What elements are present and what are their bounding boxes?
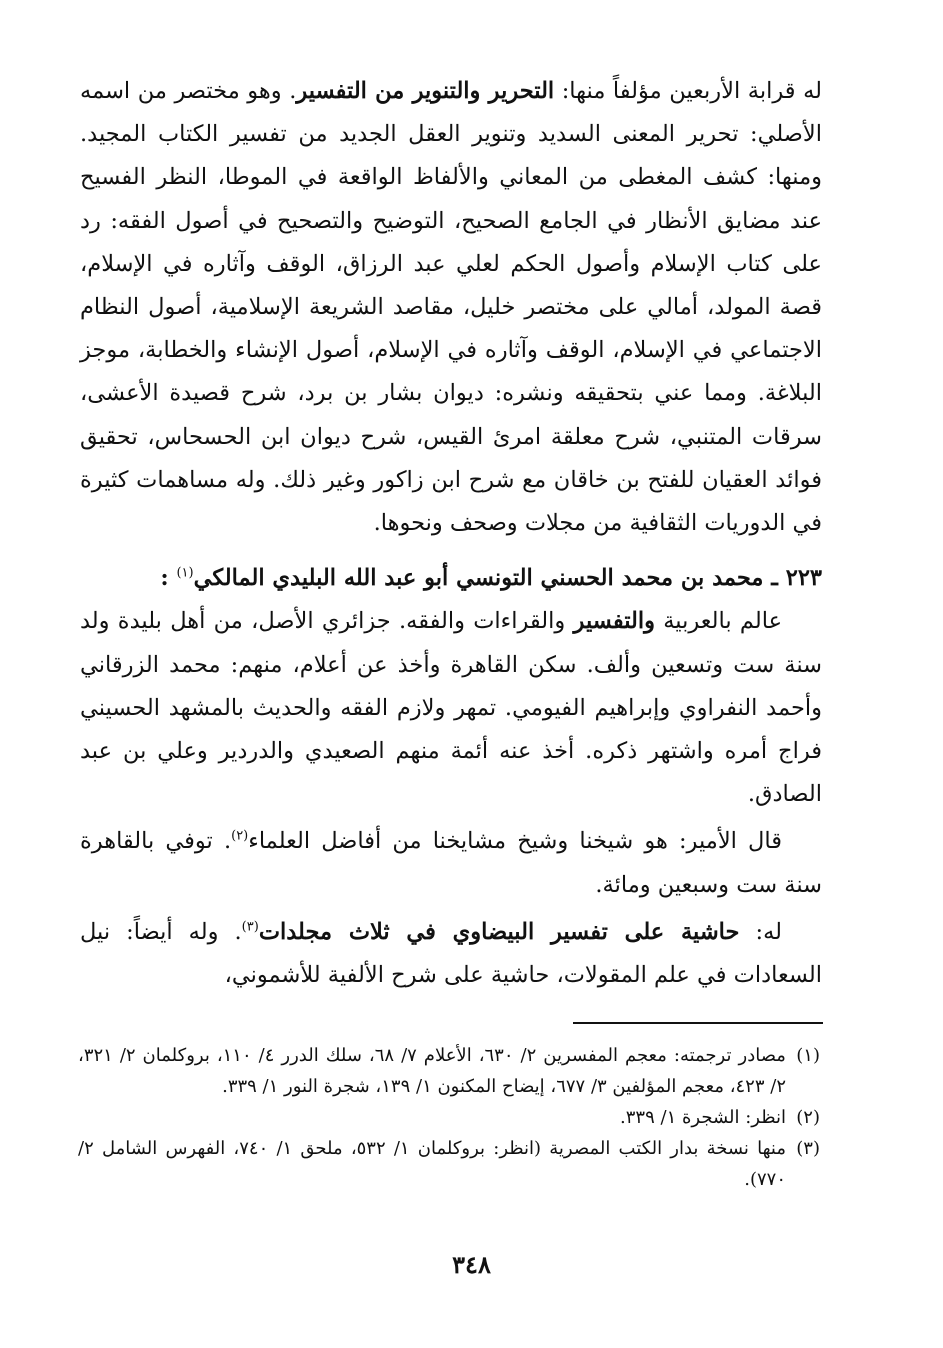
footnote-text: انظر: الشجرة ١/ ٣٣٩. — [620, 1107, 786, 1128]
footnote-ref-1: (١) — [176, 565, 194, 581]
paragraph-amir-quote — [80, 820, 822, 906]
footnote-number: (٣) — [796, 1138, 820, 1159]
spacer — [80, 545, 822, 553]
footnote-3 — [78, 1133, 820, 1195]
entry-heading-tail: : — [160, 565, 177, 592]
footnote-ref-2: (٢) — [231, 828, 249, 844]
footnote-text: مصادر ترجمته: معجم المفسرين ٢/ ٦٣٠، الأعلام ٧/ ٦٨، سلك الدرر ٤/ ١١٠، بروكلمان ٢/ ٣٢١، ٢/ ٤٢٣، معجم المؤلفين ٣/ ٦٧٧، إيضاح المكنون ١/ ١٣٩، شجرة النور ١/ ٣٣٩. — [78, 1045, 786, 1097]
paragraph-biography — [80, 600, 822, 816]
footnote-number: (١) — [796, 1045, 820, 1066]
para1-rest: . وهو مختصر من اسمه الأصلي: تحرير المعنى السديد وتنوير العقل الجديد من تفسير الكتاب المجيد. ومنها: كشف المغطى من المعاني والألفاظ الواقعة في الموطا، النظر الفسيح عند مضايق الأنظار في الجامع الصحيح، التوضيح والتصحيح في أصول الفقه: رد على كتاب الإسلام وأصول الحكم لعلي عبد الرزاق، الوقف وآثاره في الإسلام، قصة المولد، أمالي على مختصر خليل، مقاصد الشريعة الإسلامية، أصول النظام الاجتماعي في الإسلام، الوقف وآثاره في الإسلام، أصول الإنشاء والخطابة، موجز البلاغة. ومما عني بتحقيقه ونشره: ديوان بشار بن برد، شرح قصيدة الأعشى، سرقات المتنبي، شرح معلقة امرئ القيس، شرح ديوان ابن الحسحاس، تحقيق فوائد العقيان للفتح بن خاقان مع شرح ابن زاكور وغير ذلك. وله مساهمات كثيرة في الدوريات الثقافية من مجلات وصحف ونحوها. — [80, 78, 822, 537]
book-title-hashiya: حاشية على تفسير البيضاوي في ثلاث مجلدات — [258, 918, 740, 945]
para2-rest: والقراءات والفقه. جزائري الأصل، من أهل بليدة ولد سنة ست وتسعين وألف. سكن القاهرة وأخذ عن أعلام، منهم: محمد الزرقاني وأحمد النفراوي وإبراهيم الفيومي. تمهر ولازم الفقه والحديث بالمشهد الحسيني فراج أمره واشتهر ذكره. أخذ عنه أئمة منهم الصعيدي والدردير وعلي بن عبد الصادق. — [80, 608, 822, 808]
para2-lead: عالم بالعربية — [654, 608, 782, 635]
footnotes — [78, 1040, 820, 1195]
para4-lead: له: — [739, 918, 782, 945]
footnote-number: (٢) — [796, 1107, 820, 1128]
para2-bold-tafsir: والتفسير — [573, 608, 655, 635]
para3-rest: . توفي بالقاهرة سنة ست وسبعين ومائة. — [80, 828, 822, 898]
footnote-1 — [78, 1040, 820, 1102]
footnote-ref-3: (٣) — [241, 919, 259, 935]
footnote-separator — [573, 1022, 823, 1024]
paragraph-works-list — [80, 70, 822, 545]
main-text — [80, 70, 822, 997]
para1-lead: له قرابة الأربعين مؤلفاً منها: — [554, 78, 822, 104]
footnote-2 — [78, 1102, 820, 1133]
entry-heading-223 — [80, 557, 822, 600]
book-title-tahrir: التحرير والتنوير من التفسير — [296, 78, 555, 104]
page-number: ٣٤٨ — [452, 1250, 491, 1279]
para4-rest: . وله أيضاً: نيل السعادات في علم المقولات، حاشية على شرح الألفية للأشموني، — [80, 918, 822, 989]
entry-heading-text: ٢٢٣ ـ محمد بن محمد الحسني التونسي أبو عبد الله البليدي المالكي — [193, 565, 822, 592]
paragraph-his-works — [80, 911, 822, 997]
footnote-text: منها نسخة بدار الكتب المصرية (انظر: بروكلمان ١/ ٥٣٢، ملحق ١/ ٧٤٠، الفهرس الشامل ٢/ ٧٧٠). — [78, 1138, 786, 1190]
para3-lead: قال الأمير: هو شيخنا وشيخ مشايخنا من أفاضل العلماء — [248, 828, 782, 855]
